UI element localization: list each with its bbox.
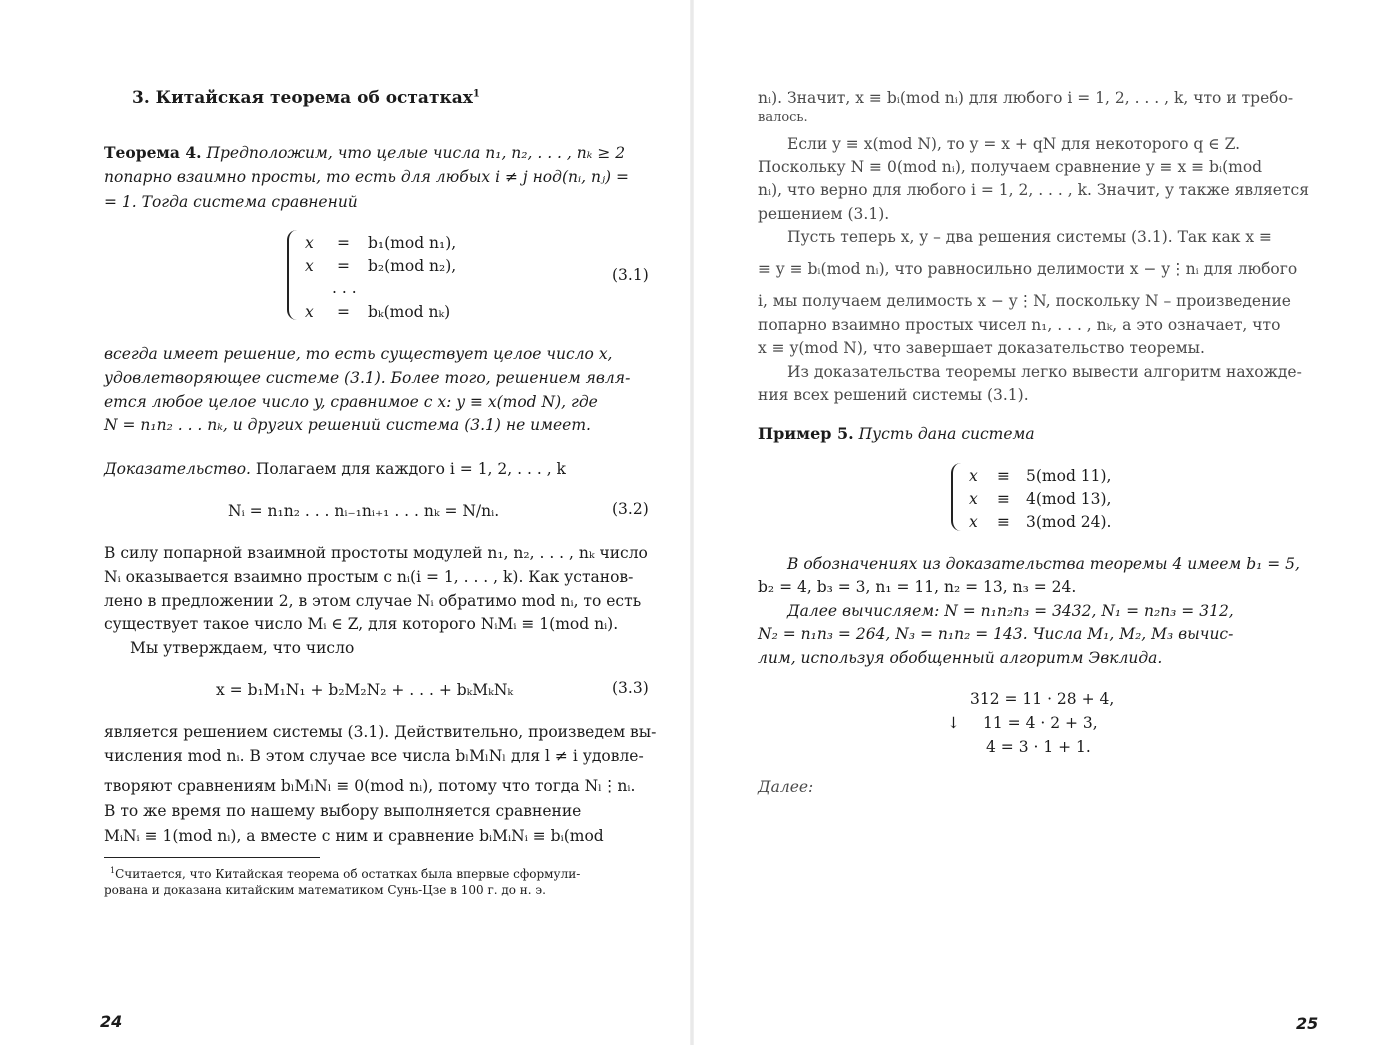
- proof-label: Доказательство.: [104, 460, 251, 478]
- system-row-2-rhs: b₂(mod n₂),: [368, 257, 457, 275]
- system-row-1-rel: =: [337, 234, 350, 252]
- r-para-4-line-2: ния всех решений системы (3.1).: [758, 386, 1029, 404]
- ex-row-2-lhs: x: [969, 490, 978, 508]
- para-1-line-1: В силу попарной взаимной простоты модулей n₁, n₂, . . . , nₖ число: [104, 544, 648, 562]
- footnote-mark: 1: [110, 866, 116, 875]
- equation-33: x = b₁M₁N₁ + b₂M₂N₂ + . . . + bₖMₖNₖ: [216, 681, 514, 699]
- footnote-line-1: [110, 862, 580, 883]
- r-para-1-line-1: nᵢ). Значит, x ≡ bᵢ(mod nᵢ) для любого i = 1, 2, . . . , k, что и требо-: [758, 89, 1294, 107]
- footnote-rule: [104, 857, 320, 858]
- ex-row-2-rhs: 4(mod 13),: [1026, 490, 1112, 508]
- page-25: [692, 0, 1385, 1045]
- para-3-line-3: творяют сравнениям bₗMₗNₗ ≡ 0(mod nᵢ), потому что тогда Nₗ⋮nᵢ.: [104, 777, 636, 795]
- r-para-3-line-3: i, мы получаем делимость x − y⋮N, поскольку N – произведение: [758, 292, 1291, 310]
- system-brace: [287, 230, 297, 320]
- r-para-1-line-2: валось.: [758, 110, 808, 125]
- r-para-2-line-4: решением (3.1).: [758, 205, 890, 223]
- example-system-brace: [951, 463, 961, 531]
- ex-row-3-rhs: 3(mod 24).: [1026, 513, 1112, 531]
- section-heading-text: 3. Китайская теорема об остатках: [132, 88, 473, 108]
- footnote-line-2: рована и доказана китайским математиком Сунь-Цзе в 100 г. до н. э.: [104, 883, 546, 897]
- r-para-6-line-1: Далее вычисляем: N = n₁n₂n₃ = 3432, N₁ = n₂n₃ = 312,: [787, 602, 1234, 620]
- ex-row-1-rel: ≡: [997, 467, 1010, 485]
- example-text: Пусть дана система: [858, 425, 1035, 443]
- section-heading: [132, 88, 480, 108]
- r-para-3-line-1: Пусть теперь x, y – два решения системы (3.1). Так как x ≡: [787, 228, 1272, 246]
- theorem-text: Предположим, что целые числа n₁, n₂, . . . , nₖ ≥ 2: [206, 144, 626, 162]
- theorem-line-3: = 1. Тогда система сравнений: [104, 193, 358, 211]
- r-para-6-line-2: N₂ = n₁n₃ = 264, N₃ = n₁n₂ = 143. Числа M₁, M₂, M₃ вычис-: [758, 625, 1234, 643]
- theorem-cont-1: всегда имеет решение, то есть существует целое число x,: [104, 345, 613, 363]
- r-para-5-line-2: b₂ = 4, b₃ = 3, n₁ = 11, n₂ = 13, n₃ = 24.: [758, 578, 1077, 596]
- system-row-1-lhs: x: [305, 234, 314, 252]
- equation-number-31: (3.1): [612, 266, 649, 284]
- page-number-right: 25: [1296, 1014, 1319, 1033]
- euclid-step-1: 312 = 11 · 28 + 4,: [970, 690, 1115, 708]
- r-para-2-line-1: Если y ≡ x(mod N), то y = x + qN для некоторого q ∈ Z.: [787, 135, 1241, 153]
- r-para-5-line-1: В обозначениях из доказательства теоремы 4 имеем b₁ = 5,: [787, 555, 1300, 573]
- ex-row-1-lhs: x: [969, 467, 978, 485]
- ex-row-3-lhs: x: [969, 513, 978, 531]
- para-1-line-3: лено в предложении 2, в этом случае Nᵢ обратимо mod nᵢ, то есть: [104, 592, 642, 610]
- para-3-line-4: В то же время по нашему выбору выполняется сравнение: [104, 802, 582, 820]
- system-row-4-rel: =: [337, 303, 350, 321]
- footnote-text-1: Считается, что Китайская теорема об остатках была впервые сформули-: [115, 867, 581, 881]
- page-number-left: 24: [100, 1012, 123, 1031]
- r-para-3-line-2: ≡ y ≡ bᵢ(mod nᵢ), что равносильно делимости x − y⋮nᵢ для любого: [758, 260, 1298, 278]
- proof-intro: Полагаем для каждого i = 1, 2, . . . , k: [255, 460, 566, 478]
- euclid-step-2: 11 = 4 · 2 + 3,: [983, 714, 1098, 732]
- r-para-4-line-1: Из доказательства теоремы легко вывести алгоритм нахожде-: [787, 363, 1302, 381]
- system-row-1-rhs: b₁(mod n₁),: [368, 234, 457, 252]
- euclid-arrow-icon: ↓: [947, 714, 960, 732]
- para-3-line-2: числения mod nᵢ. В этом случае все числа bₗMₗNₗ для l ≠ i удовле-: [104, 747, 644, 765]
- equation-32: Nᵢ = n₁n₂ . . . nᵢ₋₁nᵢ₊₁ . . . nₖ = N/nᵢ.: [228, 502, 500, 520]
- equation-number-32: (3.2): [612, 500, 649, 518]
- system-row-2-rel: =: [337, 257, 350, 275]
- ex-row-1-rhs: 5(mod 11),: [1026, 467, 1112, 485]
- theorem-cont-3: ется любое целое число y, сравнимое с x: y ≡ x(mod N), где: [104, 393, 598, 411]
- theorem-label: Теорема 4.: [104, 143, 202, 162]
- proof-intro-line: [104, 459, 566, 479]
- para-1-line-4: существует такое число Mᵢ ∈ Z, для которого NᵢMᵢ ≡ 1(mod nᵢ).: [104, 615, 619, 633]
- system-row-2-lhs: x: [305, 257, 314, 275]
- system-row-dots: . . .: [332, 279, 357, 297]
- example-label: Пример 5.: [758, 424, 854, 443]
- r-para-3-line-4: попарно взаимно простых чисел n₁, . . . , nₖ, а это означает, что: [758, 316, 1281, 334]
- theorem-cont-4: N = n₁n₂ . . . nₖ, и других решений система (3.1) не имеет.: [104, 416, 591, 434]
- example-line: [758, 424, 1035, 444]
- equation-number-33: (3.3): [612, 679, 649, 697]
- para-1-line-2: Nᵢ оказывается взаимно простым с nᵢ(i = 1, . . . , k). Как установ-: [104, 568, 634, 586]
- dalee-text: Далее:: [758, 778, 814, 796]
- r-para-6-line-3: лим, используя обобщенный алгоритм Эвклида.: [758, 649, 1163, 667]
- page-24: [0, 0, 692, 1045]
- system-row-4-rhs: bₖ(mod nₖ): [368, 303, 451, 321]
- euclid-step-3: 4 = 3 · 1 + 1.: [986, 738, 1091, 756]
- footnote-ref: 1: [472, 88, 480, 100]
- theorem-line-2: попарно взаимно просты, то есть для любых i ≠ j нод(nᵢ, nⱼ) =: [104, 168, 630, 186]
- theorem-cont-2: удовлетворяющее системе (3.1). Более того, решением явля-: [104, 369, 631, 387]
- r-para-3-line-5: x ≡ y(mod N), что завершает доказательство теоремы.: [758, 339, 1205, 357]
- theorem-line-1: [104, 143, 625, 163]
- ex-row-2-rel: ≡: [997, 490, 1010, 508]
- r-para-2-line-3: nᵢ), что верно для любого i = 1, 2, . . . , k. Значит, y также является: [758, 181, 1309, 199]
- r-para-2-line-2: Поскольку N ≡ 0(mod nᵢ), получаем сравнение y ≡ x ≡ bᵢ(mod: [758, 158, 1263, 176]
- para-3-line-1: является решением системы (3.1). Действительно, произведем вы-: [104, 723, 657, 741]
- ex-row-3-rel: ≡: [997, 513, 1010, 531]
- para-2: Мы утверждаем, что число: [130, 639, 355, 657]
- system-row-4-lhs: x: [305, 303, 314, 321]
- para-3-line-5: MᵢNᵢ ≡ 1(mod nᵢ), а вместе с ним и сравнение bᵢMᵢNᵢ ≡ bᵢ(mod: [104, 827, 604, 845]
